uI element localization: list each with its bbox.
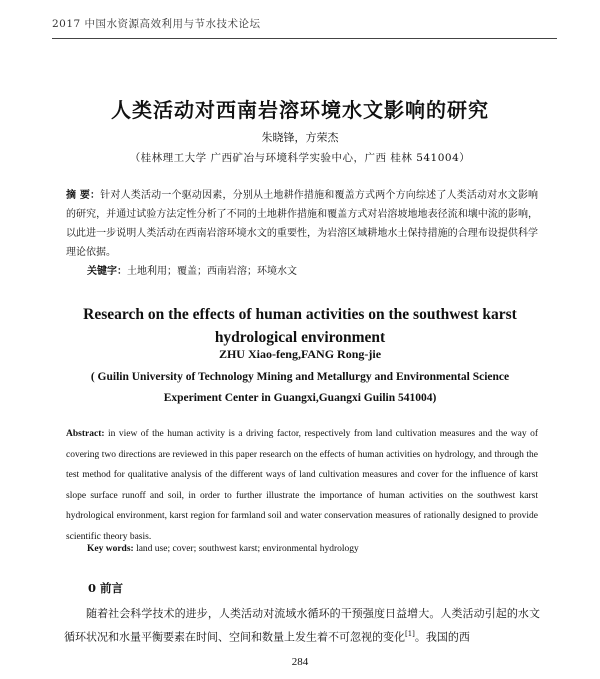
section-heading: 0 前言: [88, 581, 124, 595]
running-header: 2017 中国水资源高效利用与节水技术论坛: [52, 18, 261, 30]
english-affiliation: [0, 367, 600, 409]
citation-marker: [1]: [405, 630, 415, 638]
chinese-abstract: [66, 186, 538, 262]
english-affiliation-line: ( Guilin University of Technology Mining and Metallurgy and Environmental Science: [90, 371, 510, 383]
english-abstract: [66, 424, 538, 547]
english-title-line: Research on the effects of human activities on the southwest karst: [83, 306, 517, 323]
chinese-keywords-label: 关键字：: [87, 266, 127, 277]
chinese-keywords: [87, 262, 537, 277]
chinese-keywords-text: 土地利用；覆盖；西南岩溶；环境水文: [127, 266, 297, 277]
english-abstract-label: Abstract:: [66, 429, 105, 439]
english-affiliation-line: Experiment Center in Guangxi,Guangxi Guilin 541004): [163, 392, 437, 404]
body-paragraph-tail: 。我国的西: [414, 630, 470, 644]
english-keywords: [87, 544, 537, 554]
chinese-title: 人类活动对西南岩溶环境水文影响的研究: [111, 98, 489, 122]
english-title: [0, 303, 600, 349]
english-keywords-text: land use; cover; southwest karst; environmental hydrology: [133, 544, 359, 554]
english-keywords-label: Key words:: [87, 544, 134, 554]
page-number: 284: [291, 656, 309, 668]
english-authors: ZHU Xiao-feng,FANG Rong-jie: [218, 347, 382, 361]
chinese-abstract-text: 针对人类活动一个驱动因素，分别从土地耕作措施和覆盖方式两个方向综述了人类活动对水文影响的研究，并通过试验方法定性分析了不同的土地耕作措施和覆盖方式对岩溶坡地地表径流和壤中流的影响，以此进一步说明人类活动在西南岩溶环境水文的重要性，为岩溶区域耕地水土保持措施的合理布设提供科学理论依据。: [66, 190, 539, 258]
chinese-affiliation: （桂林理工大学 广西矿冶与环境科学实验中心，广西 桂林 541004）: [129, 152, 471, 164]
chinese-abstract-label: 摘 要：: [66, 190, 101, 201]
chinese-authors: 朱晓锋，方荣杰: [261, 131, 339, 144]
header-rule: [52, 38, 557, 39]
body-paragraph-text: 随着社会科学技术的进步，人类活动对流域水循环的干预强度日益增大。人类活动引起的水文循环状况和水量平衡要素在时间、空间和数量上发生着不可忽视的变化: [64, 607, 540, 644]
english-title-line: hydrological environment: [214, 329, 386, 346]
body-paragraph: [64, 603, 540, 648]
english-abstract-text: in view of the human activity is a driving factor, respectively from land cultivation measures and the way of covering two directions are reviewed in this paper research on the effects of human activities on hydrology, and through the test method for qualitative analysis of the different ways of land cultivation measures and cover for the influence of karst slope surface runoff and soil, in order to further illustrate the importance of human activities on the southwest karst hydrological environment, karst region for farmland soil and water conservation measures of rationally designed to provide scientific theory basis.: [66, 429, 538, 542]
